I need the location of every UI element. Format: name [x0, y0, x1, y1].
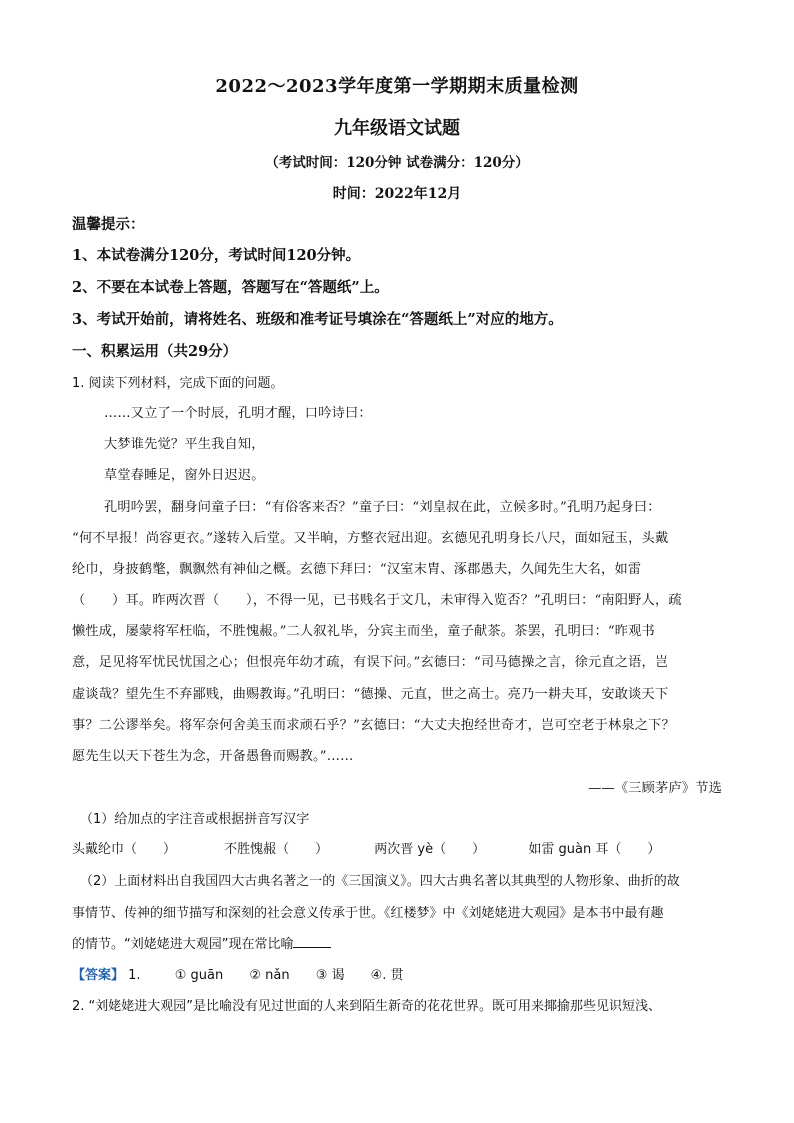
passage-line: 事？二公谬举矣。将军奈何舍美玉而求顽石乎？”玄德曰：“大丈夫抱经世奇才，岂可空老于林泉之下？ — [72, 718, 675, 733]
sub-question-last — [72, 933, 331, 952]
tip-item: 2、不要在本试卷上答题，答题写在“答题纸”上。 — [72, 279, 389, 296]
passage-line: 孔明吟罢，翻身问童子曰：“有俗客来否？”童子曰：“刘皇叔在此，立候多时。”孔明乃起身曰： — [104, 500, 661, 515]
question2-text: 2. “刘姥姥进大观园”是比喻没有见过世面的人来到陌生新奇的花花世界。既可用来揶揄那些见识短浅、 — [72, 999, 662, 1014]
passage-line: 草堂春睡足，窗外日迟迟。 — [104, 468, 265, 483]
passage-line: 意，足见将军忧民忧国之心；但恨亮年幼才疏，有误下问。”玄德曰：“司马德操之言，徐元直之语，岂 — [72, 655, 669, 670]
section-heading: 一、积累运用（共29分） — [72, 343, 238, 360]
passage-line: “何不早报！尚容更衣。”遂转入后堂。又半晌，方整衣冠出迎。玄德见孔明身长八尺，面如冠玉，头戴 — [72, 531, 669, 546]
answer-item: ③ 谒 — [315, 968, 345, 983]
answer-item: ② nǎn — [249, 968, 290, 983]
passage-line: 愿先生以天下苍生为念，开备愚鲁而赐教。”…… — [72, 749, 354, 764]
passage-line: 虚谈哉？望先生不弃鄙贱，曲赐教诲。”孔明曰：“德操、元直，世之高士。亮乃一耕夫耳，安敢谈天下 — [72, 687, 669, 702]
passage-line: （ ）耳。昨两次晋（ ），不得一见，已书贱名于文几，未审得入览否？”孔明曰：“南阳野人，疏 — [72, 593, 682, 608]
tip-item: 1、本试卷满分120分，考试时间120分钟。 — [72, 247, 361, 264]
fill-item: 不胜愧赧（ ） — [224, 842, 329, 857]
exam-subtitle: 九年级语文试题 — [334, 118, 460, 139]
fill-item: 两次晋 yè（ ） — [374, 842, 486, 857]
exam-date: 时间：2022年12月 — [332, 186, 462, 202]
passage-line: 大梦谁先觉？平生我自知， — [104, 437, 265, 452]
fill-item: 头戴纶巾（ ） — [72, 842, 177, 857]
exam-title: 2022～2023学年度第一学期期末质量检测 — [215, 76, 579, 97]
sub-question-text: 的情节。“刘姥姥进大观园”现在常比喻 — [72, 937, 294, 952]
tips-heading: 温馨提示： — [72, 216, 145, 233]
exam-info: （考试时间：120分钟 试卷满分：120分） — [265, 155, 529, 171]
tip-item: 3、考试开始前，请将姓名、班级和准考证号填涂在“答题纸上”对应的地方。 — [72, 311, 563, 328]
sub-question: （2）上面材料出自我国四大古典名著之一的《三国演义》。四大古典名著以其典型的人物形象、曲折的故 — [80, 874, 680, 889]
sub-question: （1）给加点的字注音或根据拼音写汉字 — [80, 812, 310, 827]
question-prompt: 1. 阅读下列材料，完成下面的问题。 — [72, 376, 284, 391]
answer-item: ④. 贯 — [370, 968, 404, 983]
answer-item: ① guān — [174, 968, 224, 983]
fill-item: 如雷 guàn 耳（ ） — [528, 842, 661, 857]
fill-row — [72, 838, 660, 857]
answer-row — [72, 964, 404, 983]
sub-question: 事情节、传神的细节描写和深刻的社会意义传承于世。《红楼梦》中《刘姥姥进大观园》是本书中最有趣 — [72, 906, 664, 921]
passage-line: 懒性成，屡蒙将军枉临，不胜愧赧。”二人叙礼毕，分宾主而坐，童子献茶。茶罢，孔明曰：“昨观书 — [72, 624, 655, 639]
answer-number: 1. — [128, 968, 141, 983]
answer-blank — [293, 935, 331, 948]
passage-line: ……又立了一个时辰，孔明才醒，口吟诗曰： — [104, 406, 372, 421]
answer-label: 【答案】 — [72, 968, 125, 983]
passage-source: ——《三顾茅庐》节选 — [588, 781, 722, 796]
passage-line: 纶巾，身披鹤氅，飘飘然有神仙之概。玄德下拜曰：“汉室末胄、涿郡愚夫，久闻先生大名，如雷 — [72, 562, 642, 577]
